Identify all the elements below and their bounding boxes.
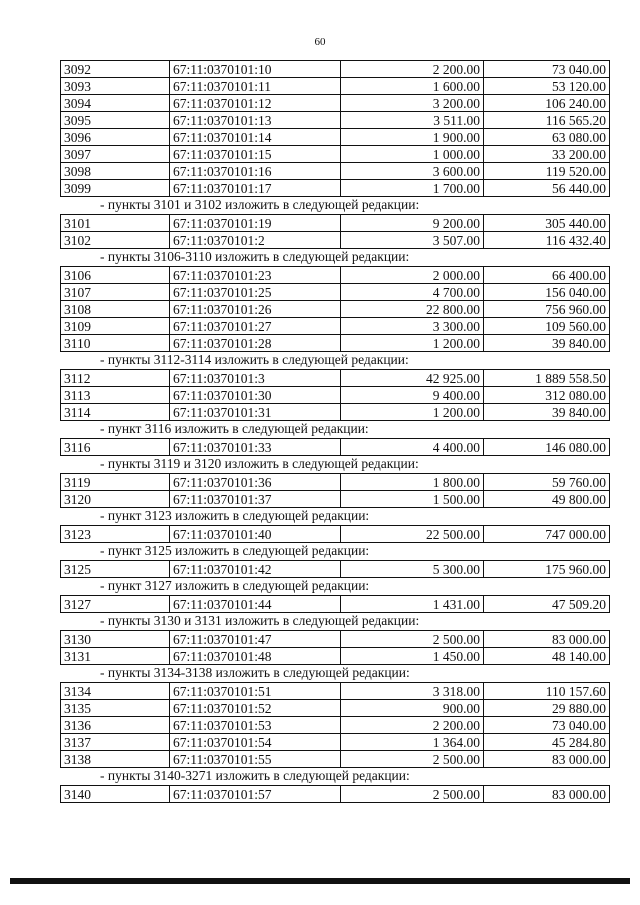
table-row [61, 61, 610, 78]
register-table [60, 438, 610, 456]
area-cell: 5 300.00 [341, 561, 484, 578]
value-cell: 83 000.00 [484, 631, 610, 648]
value-cell: 49 800.00 [484, 491, 610, 508]
document-body [60, 60, 610, 803]
table-row [61, 404, 610, 421]
cadastral-number-cell: 67:11:0370101:52 [170, 700, 341, 717]
item-number-cell: 3127 [61, 596, 170, 613]
value-cell: 47 509.20 [484, 596, 610, 613]
amendment-heading: - пункт 3123 изложить в следующей редакции: [100, 508, 370, 523]
cadastral-number-cell: 67:11:0370101:13 [170, 112, 341, 129]
item-number-cell: 3097 [61, 146, 170, 163]
cadastral-number-cell: 67:11:0370101:33 [170, 439, 341, 456]
register-table [60, 560, 610, 578]
cadastral-number-cell: 67:11:0370101:15 [170, 146, 341, 163]
cadastral-number-cell: 67:11:0370101:53 [170, 717, 341, 734]
table-row [61, 163, 610, 180]
value-cell: 45 284.80 [484, 734, 610, 751]
amendment-heading: - пункты 3130 и 3131 изложить в следующей редакции: [100, 613, 420, 628]
value-cell: 756 960.00 [484, 301, 610, 318]
amendment-heading: - пункт 3116 изложить в следующей редакции: [100, 421, 369, 436]
table-row [61, 232, 610, 249]
area-cell: 3 600.00 [341, 163, 484, 180]
area-cell: 2 200.00 [341, 717, 484, 734]
register-table [60, 473, 610, 508]
item-number-cell: 3130 [61, 631, 170, 648]
value-cell: 305 440.00 [484, 215, 610, 232]
item-number-cell: 3107 [61, 284, 170, 301]
value-cell: 56 440.00 [484, 180, 610, 197]
register-table [60, 266, 610, 352]
cadastral-number-cell: 67:11:0370101:44 [170, 596, 341, 613]
table-row [61, 631, 610, 648]
item-number-cell: 3140 [61, 786, 170, 803]
area-cell: 1 200.00 [341, 335, 484, 352]
register-table [60, 369, 610, 421]
item-number-cell: 3123 [61, 526, 170, 543]
area-cell: 1 364.00 [341, 734, 484, 751]
cadastral-number-cell: 67:11:0370101:42 [170, 561, 341, 578]
cadastral-number-cell: 67:11:0370101:3 [170, 370, 341, 387]
cadastral-number-cell: 67:11:0370101:37 [170, 491, 341, 508]
value-cell: 116 432.40 [484, 232, 610, 249]
area-cell: 1 600.00 [341, 78, 484, 95]
area-cell: 9 200.00 [341, 215, 484, 232]
value-cell: 29 880.00 [484, 700, 610, 717]
area-cell: 900.00 [341, 700, 484, 717]
value-cell: 33 200.00 [484, 146, 610, 163]
value-cell: 48 140.00 [484, 648, 610, 665]
bottom-rule [10, 878, 630, 884]
amendment-heading: - пункты 3140-3271 изложить в следующей редакции: [100, 768, 410, 783]
table-row [61, 474, 610, 491]
area-cell: 2 000.00 [341, 267, 484, 284]
area-cell: 22 800.00 [341, 301, 484, 318]
value-cell: 175 960.00 [484, 561, 610, 578]
register-table [60, 682, 610, 768]
area-cell: 1 450.00 [341, 648, 484, 665]
area-cell: 2 500.00 [341, 631, 484, 648]
cadastral-number-cell: 67:11:0370101:12 [170, 95, 341, 112]
area-cell: 1 500.00 [341, 491, 484, 508]
area-cell: 2 200.00 [341, 61, 484, 78]
value-cell: 106 240.00 [484, 95, 610, 112]
table-row [61, 387, 610, 404]
value-cell: 116 565.20 [484, 112, 610, 129]
register-table [60, 60, 610, 197]
value-cell: 747 000.00 [484, 526, 610, 543]
table-row [61, 112, 610, 129]
cadastral-number-cell: 67:11:0370101:40 [170, 526, 341, 543]
value-cell: 53 120.00 [484, 78, 610, 95]
area-cell: 3 200.00 [341, 95, 484, 112]
item-number-cell: 3119 [61, 474, 170, 491]
area-cell: 1 000.00 [341, 146, 484, 163]
cadastral-number-cell: 67:11:0370101:31 [170, 404, 341, 421]
table-row [61, 439, 610, 456]
table-row [61, 129, 610, 146]
amendment-heading: - пункты 3134-3138 изложить в следующей редакции: [100, 665, 410, 680]
register-table [60, 630, 610, 665]
table-row [61, 318, 610, 335]
table-row [61, 146, 610, 163]
area-cell: 3 318.00 [341, 683, 484, 700]
value-cell: 73 040.00 [484, 61, 610, 78]
item-number-cell: 3137 [61, 734, 170, 751]
table-row [61, 301, 610, 318]
value-cell: 66 400.00 [484, 267, 610, 284]
table-row [61, 648, 610, 665]
item-number-cell: 3101 [61, 215, 170, 232]
cadastral-number-cell: 67:11:0370101:10 [170, 61, 341, 78]
register-table [60, 214, 610, 249]
register-table [60, 525, 610, 543]
value-cell: 83 000.00 [484, 786, 610, 803]
item-number-cell: 3102 [61, 232, 170, 249]
cadastral-number-cell: 67:11:0370101:11 [170, 78, 341, 95]
table-row [61, 370, 610, 387]
item-number-cell: 3136 [61, 717, 170, 734]
value-cell: 63 080.00 [484, 129, 610, 146]
area-cell: 1 700.00 [341, 180, 484, 197]
cadastral-number-cell: 67:11:0370101:48 [170, 648, 341, 665]
register-table [60, 595, 610, 613]
item-number-cell: 3134 [61, 683, 170, 700]
item-number-cell: 3113 [61, 387, 170, 404]
item-number-cell: 3094 [61, 95, 170, 112]
area-cell: 4 700.00 [341, 284, 484, 301]
area-cell: 3 300.00 [341, 318, 484, 335]
item-number-cell: 3092 [61, 61, 170, 78]
cadastral-number-cell: 67:11:0370101:55 [170, 751, 341, 768]
area-cell: 9 400.00 [341, 387, 484, 404]
area-cell: 4 400.00 [341, 439, 484, 456]
item-number-cell: 3096 [61, 129, 170, 146]
cadastral-number-cell: 67:11:0370101:19 [170, 215, 341, 232]
cadastral-number-cell: 67:11:0370101:54 [170, 734, 341, 751]
amendment-heading: - пункт 3127 изложить в следующей редакции: [100, 578, 370, 593]
table-row [61, 786, 610, 803]
area-cell: 3 507.00 [341, 232, 484, 249]
value-cell: 59 760.00 [484, 474, 610, 491]
table-row [61, 700, 610, 717]
item-number-cell: 3106 [61, 267, 170, 284]
area-cell: 22 500.00 [341, 526, 484, 543]
value-cell: 156 040.00 [484, 284, 610, 301]
amendment-heading: - пункт 3125 изложить в следующей редакции: [100, 543, 370, 558]
item-number-cell: 3120 [61, 491, 170, 508]
cadastral-number-cell: 67:11:0370101:57 [170, 786, 341, 803]
area-cell: 2 500.00 [341, 786, 484, 803]
value-cell: 146 080.00 [484, 439, 610, 456]
amendment-heading: - пункты 3106-3110 изложить в следующей редакции: [100, 249, 410, 264]
amendment-heading: - пункты 3101 и 3102 изложить в следующей редакции: [100, 197, 420, 212]
table-row [61, 683, 610, 700]
item-number-cell: 3098 [61, 163, 170, 180]
item-number-cell: 3095 [61, 112, 170, 129]
cadastral-number-cell: 67:11:0370101:26 [170, 301, 341, 318]
table-row [61, 78, 610, 95]
area-cell: 2 500.00 [341, 751, 484, 768]
cadastral-number-cell: 67:11:0370101:23 [170, 267, 341, 284]
table-row [61, 596, 610, 613]
area-cell: 1 900.00 [341, 129, 484, 146]
table-row [61, 751, 610, 768]
value-cell: 39 840.00 [484, 335, 610, 352]
item-number-cell: 3099 [61, 180, 170, 197]
cadastral-number-cell: 67:11:0370101:28 [170, 335, 341, 352]
table-row [61, 561, 610, 578]
table-row [61, 526, 610, 543]
register-table [60, 785, 610, 803]
cadastral-number-cell: 67:11:0370101:25 [170, 284, 341, 301]
cadastral-number-cell: 67:11:0370101:51 [170, 683, 341, 700]
area-cell: 3 511.00 [341, 112, 484, 129]
cadastral-number-cell: 67:11:0370101:30 [170, 387, 341, 404]
item-number-cell: 3108 [61, 301, 170, 318]
item-number-cell: 3093 [61, 78, 170, 95]
item-number-cell: 3131 [61, 648, 170, 665]
table-row [61, 491, 610, 508]
item-number-cell: 3116 [61, 439, 170, 456]
value-cell: 83 000.00 [484, 751, 610, 768]
value-cell: 109 560.00 [484, 318, 610, 335]
amendment-heading: - пункты 3112-3114 изложить в следующей редакции: [100, 352, 409, 367]
cadastral-number-cell: 67:11:0370101:17 [170, 180, 341, 197]
table-row [61, 284, 610, 301]
item-number-cell: 3112 [61, 370, 170, 387]
cadastral-number-cell: 67:11:0370101:16 [170, 163, 341, 180]
value-cell: 73 040.00 [484, 717, 610, 734]
value-cell: 1 889 558.50 [484, 370, 610, 387]
table-row [61, 180, 610, 197]
area-cell: 1 200.00 [341, 404, 484, 421]
item-number-cell: 3114 [61, 404, 170, 421]
table-row [61, 215, 610, 232]
page-number: 60 [314, 36, 326, 48]
area-cell: 1 431.00 [341, 596, 484, 613]
value-cell: 119 520.00 [484, 163, 610, 180]
cadastral-number-cell: 67:11:0370101:27 [170, 318, 341, 335]
area-cell: 42 925.00 [341, 370, 484, 387]
value-cell: 312 080.00 [484, 387, 610, 404]
cadastral-number-cell: 67:11:0370101:14 [170, 129, 341, 146]
cadastral-number-cell: 67:11:0370101:36 [170, 474, 341, 491]
value-cell: 39 840.00 [484, 404, 610, 421]
table-row [61, 717, 610, 734]
cadastral-number-cell: 67:11:0370101:2 [170, 232, 341, 249]
item-number-cell: 3138 [61, 751, 170, 768]
cadastral-number-cell: 67:11:0370101:47 [170, 631, 341, 648]
area-cell: 1 800.00 [341, 474, 484, 491]
table-row [61, 335, 610, 352]
table-row [61, 95, 610, 112]
value-cell: 110 157.60 [484, 683, 610, 700]
amendment-heading: - пункты 3119 и 3120 изложить в следующей редакции: [100, 456, 419, 471]
item-number-cell: 3125 [61, 561, 170, 578]
table-row [61, 734, 610, 751]
item-number-cell: 3135 [61, 700, 170, 717]
item-number-cell: 3109 [61, 318, 170, 335]
table-row [61, 267, 610, 284]
item-number-cell: 3110 [61, 335, 170, 352]
